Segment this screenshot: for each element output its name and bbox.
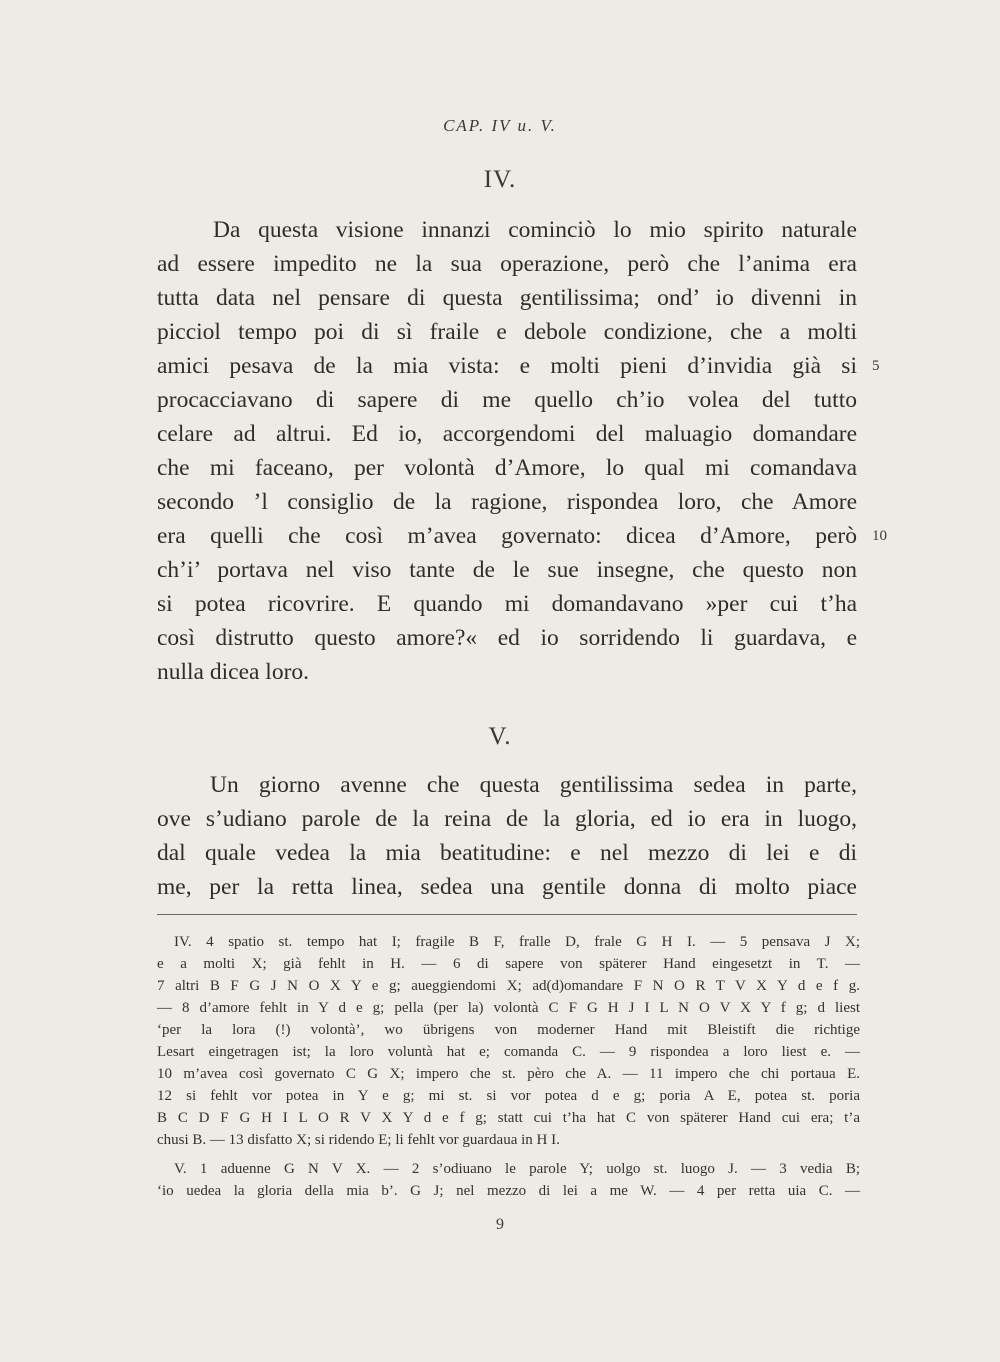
- text-line: che mi faceano, per volontà d’Amore, lo qual mi comandava: [157, 455, 857, 481]
- text-line: così distrutto questo amore?« ed io sorridendo li guardava, e: [157, 625, 857, 651]
- line-number: 5: [872, 358, 880, 374]
- text-line: celare ad altrui. Ed io, accorgendomi del maluagio domandare: [157, 421, 857, 447]
- footnote-line: 12 si fehlt vor potea in Y e g; mi st. si vor potea d e g; poria A E, potea st. poria: [157, 1088, 860, 1104]
- text-line: tutta data nel pensare di questa gentilissima; ond’ io divenni in: [157, 285, 857, 311]
- text-line: Un giorno avenne che questa gentilissima sedea in parte,: [210, 772, 857, 798]
- footnote-line: 10 m’avea così governato C G X; impero che st. pèro che A. — 11 impero che chi portaua E.: [157, 1066, 860, 1082]
- footnote-line: — 8 d’amore fehlt in Y d e g; pella (per la) volontà C F G H J I L N O V X Y f g; d liest: [157, 1000, 860, 1016]
- footnote-line: V. 1 aduenne G N V X. — 2 s’odiuano le parole Y; uolgo st. luogo J. — 3 vedia B;: [174, 1161, 860, 1177]
- footnote-line: e a molti X; già fehlt in H. — 6 di sapere von späterer Hand eingesetzt in T. —: [157, 956, 860, 972]
- running-head: CAP. IV u. V.: [443, 116, 557, 135]
- text-line: si potea ricovrire. E quando mi domandavano »per cui t’ha: [157, 591, 857, 617]
- footnote-line: chusi B. — 13 disfatto X; si ridendo E; li fehlt vor guardaua in H I.: [157, 1132, 560, 1148]
- text-line: amici pesava de la mia vista: e molti pieni d’invidia già si: [157, 353, 857, 379]
- footnote-line: IV. 4 spatio st. tempo hat I; fragile B F, fralle D, frale G H I. — 5 pensava J X;: [174, 934, 860, 950]
- text-line: secondo ’l consiglio de la ragione, rispondea loro, che Amore: [157, 489, 857, 515]
- footnote-rule: [157, 914, 857, 915]
- text-line: dal quale vedea la mia beatitudine: e nel mezzo di lei e di: [157, 840, 857, 866]
- text-line: Da questa visione innanzi cominciò lo mio spirito naturale: [213, 217, 857, 243]
- footnote-line: ‘per la lora (!) volontà’, wo übrigens von moderner Hand mit Bleistift die richtige: [157, 1022, 860, 1038]
- chapter-heading-iv: IV.: [483, 166, 517, 193]
- text-line: nulla dicea loro.: [157, 659, 310, 685]
- text-line: picciol tempo poi di sì fraile e debole condizione, che a molti: [157, 319, 857, 345]
- footnote-line: ‘io uedea la gloria della mia b’. G J; nel mezzo di lei a me W. — 4 per retta uia C. —: [157, 1183, 860, 1199]
- footnote-line: 7 altri B F G J N O X Y e g; aueggiendomi X; ad(d)omandare F N O R T V X Y d e f g.: [157, 978, 860, 994]
- page-number: 9: [496, 1216, 504, 1233]
- text-line: era quelli che così m’avea governato: dicea d’Amore, però: [157, 523, 857, 549]
- footnote-line: B C D F G H I L O R V X Y d e f g; statt cui t’ha hat C von späterer Hand cui era; t’a: [157, 1110, 860, 1126]
- text-line: ch’i’ portava nel viso tante de le sue insegne, che questo non: [157, 557, 857, 583]
- text-line: ove s’udiano parole de la reina de la gloria, ed io era in luogo,: [157, 806, 857, 832]
- chapter-heading-v: V.: [488, 723, 512, 750]
- footnote-line: Lesart eingetragen ist; la loro voluntà hat e; comanda C. — 9 rispondea a loro liest e. —: [157, 1044, 860, 1060]
- line-number: 10: [872, 528, 887, 544]
- text-line: ad essere impedito ne la sua operazione, però che l’anima era: [157, 251, 857, 277]
- text-line: procacciavano di sapere di me quello ch’io volea del tutto: [157, 387, 857, 413]
- text-line: me, per la retta linea, sedea una gentile donna di molto piace: [157, 874, 857, 900]
